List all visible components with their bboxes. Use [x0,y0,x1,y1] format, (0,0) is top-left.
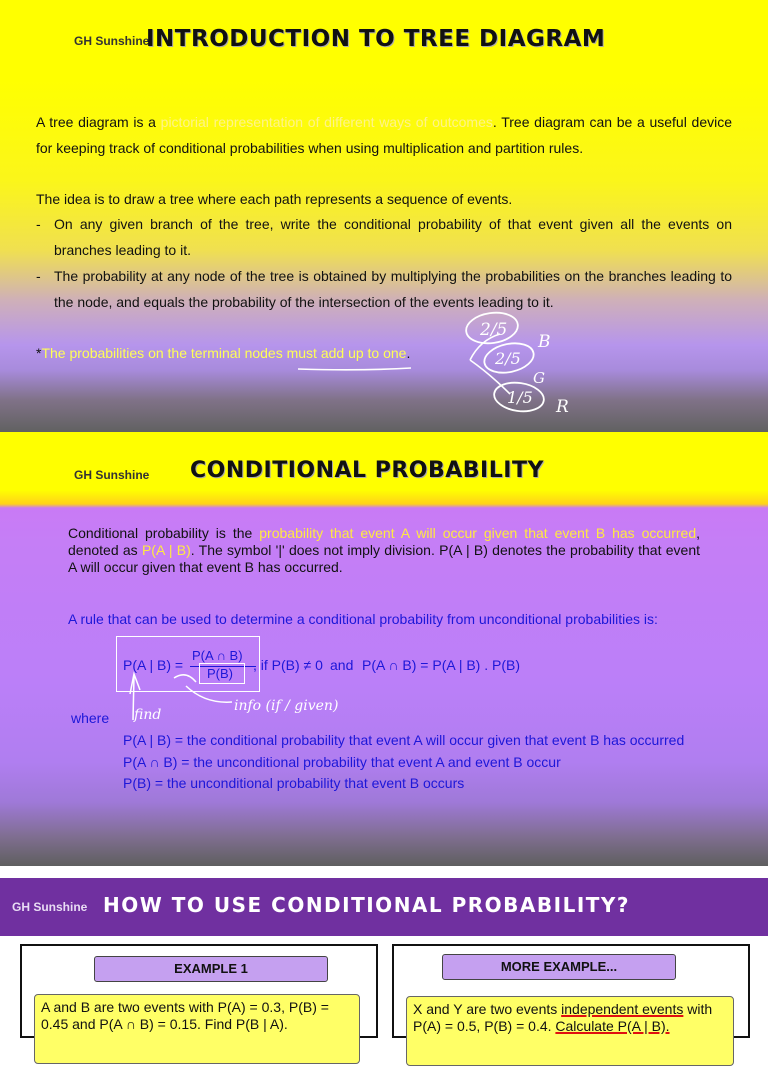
intro-text: . The symbol '|' does not imply division. P(A | B) denotes the probability that event A will occur given that event B has occurred. [68,542,701,575]
definition-highlight: pictorial representation of different ways of outcomes [160,114,493,130]
hand-letter: B [538,332,551,352]
intro-highlight: probability that event A will occur given that event B has occurred [259,525,697,541]
question-box [406,996,734,1066]
note-end: . [406,345,411,361]
hand-find: find [134,707,162,723]
question-text: with P(A) = 0.5, P(B) = 0.4. [413,1001,713,1034]
question-highlight: independent events [561,1001,684,1017]
brand-label: GH Sunshine [74,34,150,48]
hand-letter: G [533,369,545,387]
note-star: * [36,345,42,361]
slide-title: INTRODUCTION TO TREE DIAGRAM [146,26,606,52]
arrow-stroke [186,686,232,702]
formula-denominator: P(B) [207,666,233,681]
slide-conditional-probability [0,432,768,866]
hand-letter: R [556,397,569,417]
bullet-marker: - [36,268,41,284]
slide-tree-diagram [0,0,768,432]
brand-label: GH Sunshine [74,468,150,482]
formula-numerator: P(A ∩ B) [192,648,243,663]
definition-line: P(B) = the unconditional probability that event B occurs [123,775,465,791]
slide-how-to-use [0,866,768,1034]
intro-text: Conditional probability is the [68,525,260,541]
hand-fraction: 2/5 [495,349,521,368]
title-band [0,878,768,936]
definition-text-end: . Tree diagram can be a useful device for keeping track of conditional probabilities when using multiplication and partition rules. [36,114,732,156]
more-example-panel [392,944,750,1038]
formula-and: and [330,657,354,673]
example-tag: EXAMPLE 1 [94,956,328,982]
intro-text: , denoted as [68,525,700,558]
formula-lhs: P(A | B) = [123,657,184,673]
definition-line: P(A | B) = the conditional probability that event A will occur given that event B has occurred [123,732,685,748]
brand-label: GH Sunshine [12,900,88,914]
hand-fraction: 2/5 [480,320,508,340]
more-example-tag: MORE EXAMPLE... [442,954,676,980]
bullet-text: On any given branch of the tree, write the conditional probability of that event given all the events on branches leading to it. [54,216,732,258]
rule-text: A rule that can be used to determine a conditional probability from unconditional probabilities is: [68,611,658,627]
formula-condition: , if P(B) ≠ 0 [253,657,323,673]
question-text: X and Y are two events [413,1001,562,1017]
underline-stroke [298,368,411,370]
handwriting-annotation [0,0,768,432]
handwriting-annotation [0,432,768,866]
arrow-stroke [174,675,196,682]
formula-rhs: P(A ∩ B) = P(A | B) . P(B) [362,657,521,673]
slide-title: HOW TO USE CONDITIONAL PROBABILITY? [103,893,630,917]
question-text: Calculate P(A | B). [555,1018,670,1034]
where-label: where [71,710,110,726]
example-panel [20,944,378,1038]
definition-line: P(A ∩ B) = the unconditional probability that event A and event B occur [123,754,561,770]
slide-title: CONDITIONAL PROBABILITY [190,458,544,483]
note-text: The probabilities on the terminal nodes must add up to one [41,345,407,361]
hand-info: info (if / given) [234,698,339,714]
definition-text: A tree diagram is a [36,114,161,130]
question-box: A and B are two events with P(A) = 0.3, P(B) = 0.45 and P(A ∩ B) = 0.15. Find P(B | A). [34,994,360,1064]
notation-highlight: P(A | B) [141,542,191,558]
bullet-text: The probability at any node of the tree is obtained by multiplying the probabilities on the branches leading to the node, and equals the probability of the intersection of the events leading to it. [54,268,732,310]
hand-fraction: 1/5 [507,388,533,407]
idea-paragraph: The idea is to draw a tree where each path represents a sequence of events. [36,191,513,207]
bullet-marker: - [36,216,41,232]
